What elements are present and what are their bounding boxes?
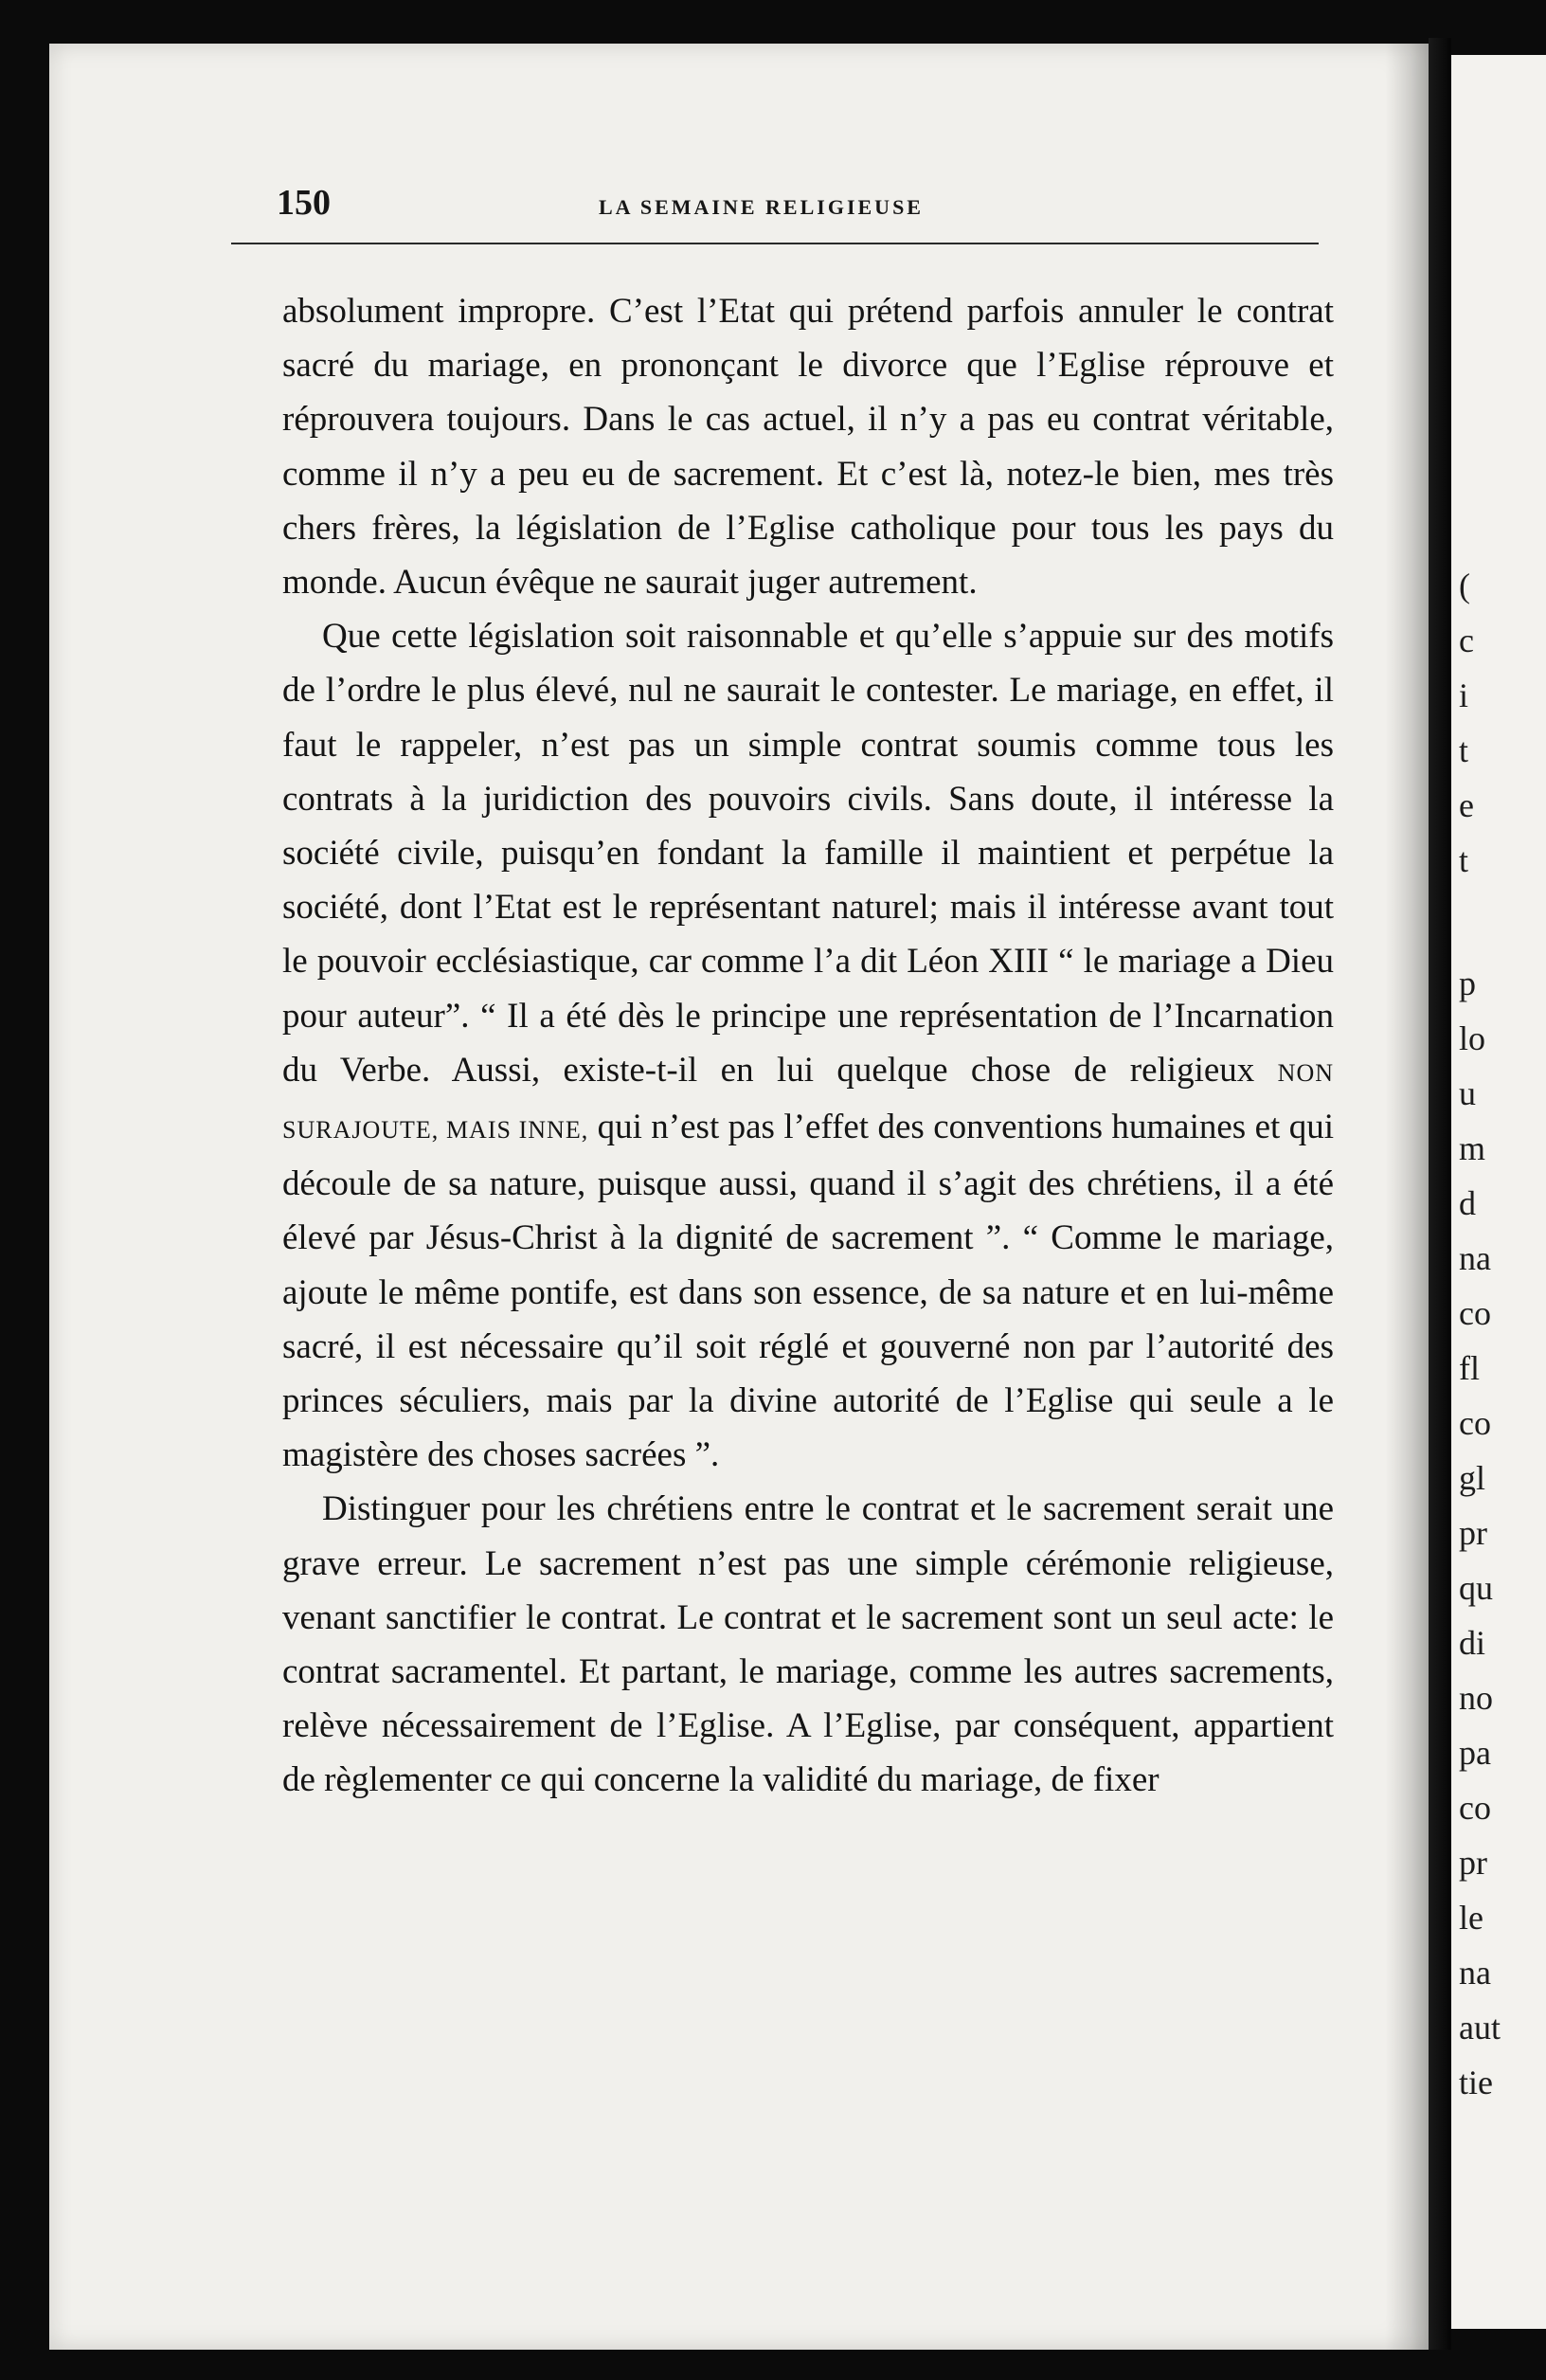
next-page-fragment: pr [1459,1844,1487,1882]
next-page-fragment: d [1459,1184,1476,1222]
next-page-fragment: tie [1459,2064,1493,2101]
paragraph-2-part-a: Que cette législation soit raisonnable et qu’elle s’appuie sur des motifs de l’ordre le plus élevé, nul ne saurait le contester. Le mariage, en effet, il faut le rappeler, n’est pas un simple contrat soumis comme tous les contrats à la juridiction des pouvoirs civils. Sans doute, il intéresse la société civile, puisqu’en fondant la famille il maintient et perpétue la société, dont l’Etat est le représentant naturel; mais il intéresse avant tout le pouvoir ecclésiastique, car comme l’a dit Léon XIII “ le mariage a Dieu pour auteur”. “ Il a été dès le principe une représentation de l’Incarnation du Verbe. Aussi, existe-t-il en lui quelque chose de religieux [282,617,1334,1090]
next-page-fragment: co [1459,1294,1491,1332]
next-page-fragment: c [1459,622,1474,659]
next-page-fragment: aut [1459,2009,1501,2046]
next-page-fragment: p [1459,965,1476,1002]
next-page-fragment: di [1459,1624,1486,1662]
paragraph-2-part-b: qui n’est pas l’effet des conventions humaines et qui découle de sa nature, puisque aussi, quand il s’agit des chrétiens, il a été élevé par Jésus-Christ à la dignité de sacrement ”. “ Comme le mariage, ajoute le même pontife, est dans son essence, de sa nature et en lui-même sacré, il est nécessaire qu’il soit réglé et gouverné non par l’autorité des princes séculiers, mais par la divine autorité de l’Eglise qui seule a le magistère des choses sacrées ”. [282,1108,1334,1475]
paragraph-3: Distinguer pour les chrétiens entre le contrat et le sacrement serait une grave erreur. Le sacrement n’est pas une simple cérémonie religieuse, venant sanctifier le contrat. Le contrat et le sacrement sont un seul acte: le contrat sacramentel. Et partant, le mariage, comme les autres sacrements, relève nécessairement de l’Eglise. A l’Eglise, par conséquent, appartient de règlementer ce qui concerne la validité du mariage, de fixer [282,1489,1334,1800]
book-gutter [1429,38,1451,2350]
next-page-fragment: gl [1459,1459,1486,1497]
paragraph-2 [282,609,1334,1482]
next-page-fragment: i [1459,676,1469,714]
next-page-fragment: co [1459,1404,1491,1442]
next-page-fragment: no [1459,1679,1493,1717]
running-head [231,176,1319,244]
next-page-fragment: co [1459,1789,1491,1827]
next-page-fragment: fl [1459,1349,1480,1387]
small-caps-phrase: NON SURAJOUTE, MAIS INNE, [282,1058,1335,1145]
next-page-fragment: lo [1459,1019,1486,1057]
running-title: LA SEMAINE RELIGIEUSE [599,195,924,219]
next-page-fragment: t [1459,841,1469,879]
page-number: 150 [277,183,331,223]
next-page-fragment: m [1459,1129,1486,1167]
next-page-fragment: u [1459,1074,1476,1112]
next-page-fragment: e [1459,786,1474,824]
body-text [282,284,1334,1808]
next-page-fragment: na [1459,1954,1491,1992]
next-page-fragment: le [1459,1899,1483,1937]
next-page-edge [1451,55,1546,2329]
paragraph-1: absolument impropre. C’est l’Etat qui prétend parfois annuler le contrat sacré du mariage, en prononçant le divorce que l’Eglise réprouve et réprouvera toujours. Dans le cas actuel, il n’y a pas eu contrat véritable, comme il n’y a peu eu de sacrement. Et c’est là, notez-le bien, mes très chers frères, la législation de l’Eglise catholique pour tous les pays du monde. Aucun évêque ne saurait juger autrement. [282,292,1334,603]
next-page-fragment: ( [1459,567,1470,604]
next-page-fragment: na [1459,1239,1491,1277]
next-page-fragment: qu [1459,1569,1493,1607]
next-page-fragment: pa [1459,1734,1491,1772]
next-page-fragment: t [1459,731,1469,769]
next-page-fragment: pr [1459,1514,1487,1552]
